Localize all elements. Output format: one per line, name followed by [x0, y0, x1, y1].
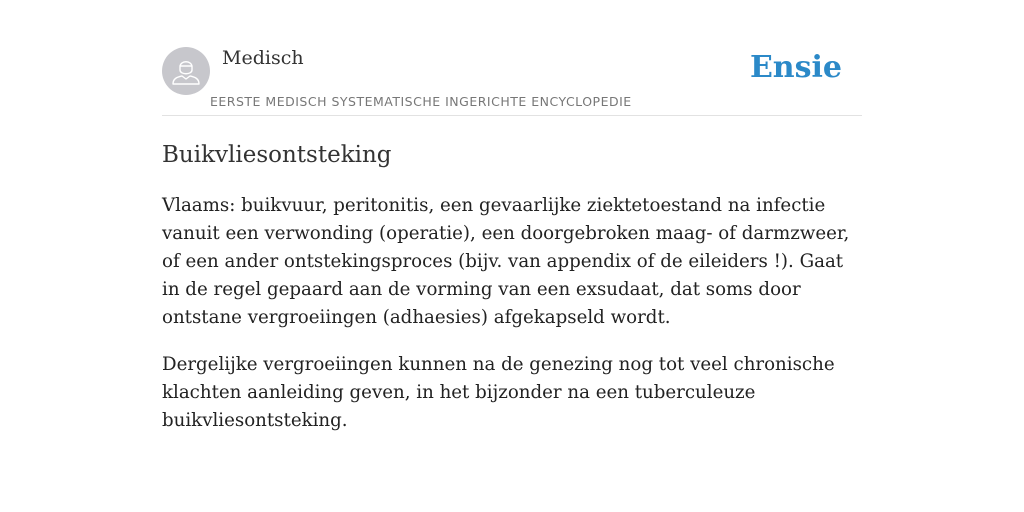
source-name[interactable]: Medisch	[222, 47, 304, 69]
user-icon	[162, 47, 210, 95]
avatar[interactable]	[162, 47, 210, 95]
article-paragraph: Vlaams: buikvuur, peritonitis, een gevaarlijke ziektetoestand na infectie vanuit een verwonding (operatie), een doorgebroken maag- of darmzweer, of een ander ontstekingsproces (bijv. van appendix of de eileiders !). Gaat in de regel gepaard aan de vorming van een exsudaat, dat soms door ontstane vergroeiingen (adhaesies) afgekapseld wordt.	[162, 195, 850, 328]
brand-logo[interactable]: Ensie	[749, 50, 842, 85]
article-container	[162, 46, 862, 435]
article-paragraph: Dergelijke vergroeiingen kunnen na de genezing nog tot veel chronische klachten aanleiding geven, in het bijzonder na een tuberculeuze buikvliesontsteking.	[162, 354, 835, 431]
page-title: Buikvliesontsteking	[162, 142, 392, 168]
source-subtitle: EERSTE MEDISCH SYSTEMATISCHE INGERICHTE ENCYCLOPEDIE	[210, 94, 632, 109]
source-header	[162, 46, 862, 116]
